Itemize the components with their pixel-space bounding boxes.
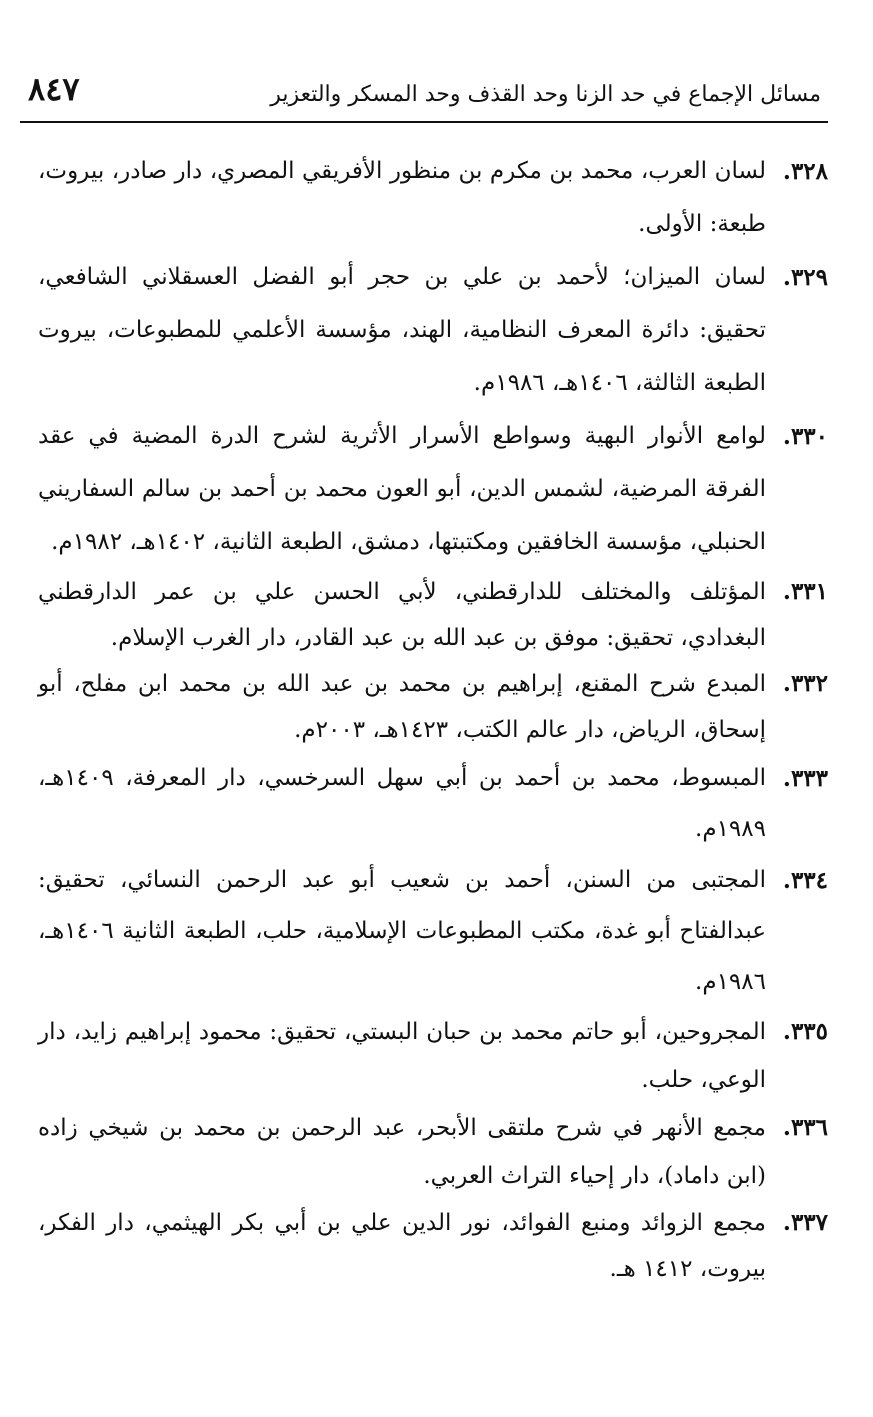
entry-number: ٣٣٤. [782, 867, 828, 894]
entry-number: ٣٣٥. [782, 1018, 828, 1045]
bibliography-entry [38, 661, 828, 753]
bibliography-list [38, 145, 828, 1292]
entry-number: ٣٣١. [782, 578, 828, 605]
entry-text: المؤتلف والمختلف للدارقطني، لأبي الحسن علي بن عمر الدارقطني البغدادي، تحقيق: موفق بن عبد الله بن عبد القادر، دار الغرب الإسلام. [38, 579, 766, 651]
entry-number: ٣٣٣. [782, 765, 828, 792]
entry-text: المبسوط، محمد بن أحمد بن أبي سهل السرخسي، دار المعرفة، ١٤٠٩هـ، ١٩٨٩م. [38, 765, 766, 842]
entry-number: ٣٢٨. [782, 158, 828, 185]
entry-number: ٣٣٦. [782, 1114, 828, 1141]
entry-text: مجمع الأنهر في شرح ملتقى الأبحر، عبد الرحمن بن محمد بن شيخي زاده (ابن داماد)، دار إحياء التراث العربي. [38, 1115, 766, 1189]
bibliography-entry [38, 1008, 828, 1104]
entry-text: لسان الميزان؛ لأحمد بن علي بن حجر أبو الفضل العسقلاني الشافعي، تحقيق: دائرة المعرف النظامية، الهند، مؤسسة الأعلمي للمطبوعات، بيروت الطبعة الثالثة، ١٤٠٦هـ، ١٩٨٦م. [38, 264, 766, 396]
bibliography-entry [38, 569, 828, 661]
header-divider [20, 121, 828, 123]
page-header [0, 0, 873, 140]
running-title: مسائل الإجماع في حد الزنا وحد القذف وحد المسكر والتعزير [270, 82, 821, 107]
page-number: ٨٤٧ [28, 70, 80, 108]
entry-text: المبدع شرح المقنع، إبراهيم بن محمد بن عبد الله بن محمد ابن مفلح، أبو إسحاق، الرياض، دار عالم الكتب، ١٤٢٣هـ، ٢٠٠٣م. [38, 671, 766, 743]
bibliography-entry [38, 855, 828, 1008]
bibliography-entry [38, 753, 828, 855]
bibliography-entry [38, 1200, 828, 1292]
bibliography-entry [38, 145, 828, 251]
entry-number: ٣٢٩. [782, 264, 828, 291]
bibliography-entry [38, 410, 828, 569]
entry-number: ٣٣٢. [782, 670, 828, 697]
entry-number: ٣٣٠. [782, 423, 828, 450]
bibliography-entry [38, 251, 828, 410]
entry-text: مجمع الزوائد ومنبع الفوائد، نور الدين علي بن أبي بكر الهيثمي، دار الفكر، بيروت، ١٤١٢ هـ. [38, 1210, 766, 1282]
entry-text: المجروحين، أبو حاتم محمد بن حبان البستي، تحقيق: محمود إبراهيم زايد، دار الوعي، حلب. [38, 1019, 766, 1093]
bibliography-entry [38, 1104, 828, 1200]
entry-text: المجتبى من السنن، أحمد بن شعيب أبو عبد الرحمن النسائي، تحقيق: عبدالفتاح أبو غدة، مكتب المطبوعات الإسلامية، حلب، الطبعة الثانية ١٤٠٦هـ، ١٩٨٦م. [38, 867, 766, 995]
entry-text: لوامع الأنوار البهية وسواطع الأسرار الأثرية لشرح الدرة المضية في عقد الفرقة المرضية، لشمس الدين، أبو العون محمد بن أحمد بن سالم السفاريني الحنبلي، مؤسسة الخافقين ومكتبتها، دمشق، الطبعة الثانية، ١٤٠٢هـ، ١٩٨٢م. [38, 423, 766, 555]
entry-number: ٣٣٧. [782, 1209, 828, 1236]
entry-text: لسان العرب، محمد بن مكرم بن منظور الأفريقي المصري، دار صادر، بيروت، طبعة: الأولى. [38, 158, 766, 237]
